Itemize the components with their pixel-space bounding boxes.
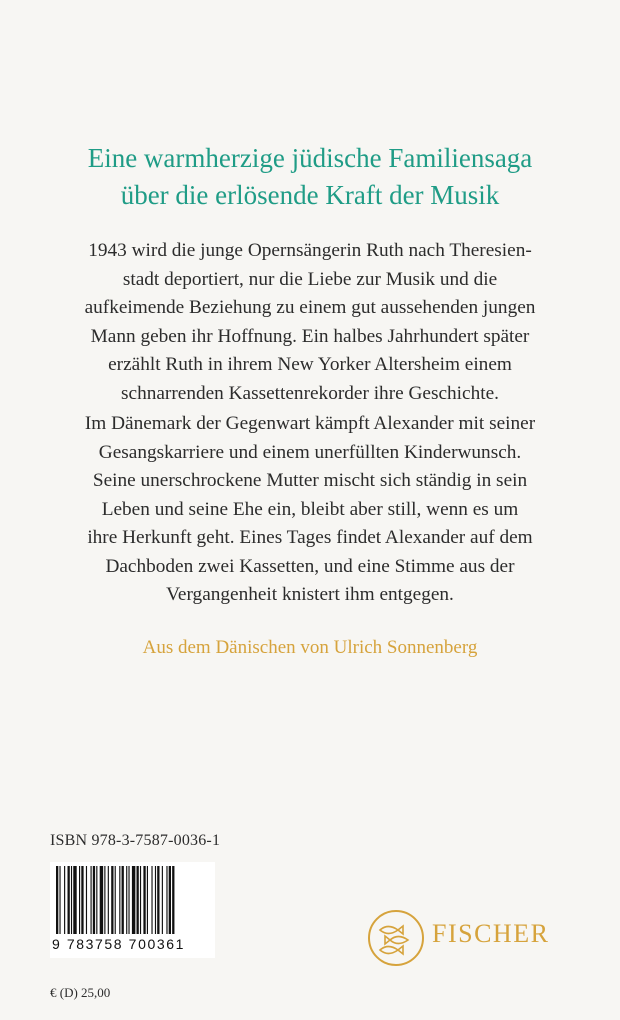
barcode-bar bbox=[104, 866, 105, 934]
barcode-bar bbox=[162, 866, 163, 934]
isbn-text: ISBN 978-3-7587-0036-1 bbox=[50, 832, 221, 849]
blurb-paragraph-2 bbox=[20, 410, 600, 610]
barcode-bar bbox=[71, 866, 72, 934]
barcode-bars bbox=[50, 862, 215, 936]
blurb-line: Leben und seine Ehe ein, bleibt aber still, wenn es um bbox=[101, 498, 519, 520]
barcode-digits: 9 783758 700361 bbox=[52, 936, 185, 952]
barcode-bar bbox=[157, 866, 159, 934]
barcode-bar bbox=[81, 866, 83, 934]
barcode-bar bbox=[100, 866, 103, 934]
barcode-bar bbox=[115, 866, 116, 934]
barcode-bar bbox=[143, 866, 145, 934]
headline-line: über die erlösende Kraft der Musik bbox=[120, 180, 500, 210]
barcode-bar bbox=[111, 866, 113, 934]
barcode-bar bbox=[155, 866, 156, 934]
barcode-bar bbox=[68, 866, 70, 934]
barcode-bar bbox=[147, 866, 148, 934]
barcode-bar bbox=[73, 866, 76, 934]
publisher-name: FISCHER bbox=[432, 919, 550, 948]
barcode-bar bbox=[59, 866, 60, 934]
barcode-bar bbox=[86, 866, 87, 934]
barcode-bar bbox=[64, 866, 65, 934]
blurb-line: erzählt Ruth in ihrem New Yorker Altersheim einem bbox=[108, 354, 512, 375]
blurb-line: ihre Herkunft geht. Eines Tages findet Alexander auf dem bbox=[87, 527, 533, 548]
blurb-paragraph-1 bbox=[20, 237, 600, 408]
barcode-bar bbox=[137, 866, 139, 934]
barcode-bar bbox=[119, 866, 120, 934]
barcode-bar bbox=[151, 866, 152, 934]
blurb-line: aufkeimende Beziehung zu einem gut aussehenden jungen bbox=[84, 297, 536, 318]
blurb-line: 1943 wird die junge Opernsängerin Ruth nach Theresien- bbox=[88, 240, 532, 261]
barcode-bar bbox=[166, 866, 167, 934]
blurb-line: Dachboden zwei Kassetten, und eine Stimme aus der bbox=[105, 555, 515, 577]
blurb-line: Vergangenheit knistert ihm entgegen. bbox=[166, 584, 454, 605]
barcode bbox=[50, 862, 215, 958]
barcode-bar bbox=[128, 866, 129, 934]
headline bbox=[20, 140, 600, 214]
barcode-bar bbox=[108, 866, 109, 934]
barcode-bar bbox=[96, 866, 97, 934]
translator-credit: Aus dem Dänischen von Ulrich Sonnenberg bbox=[142, 637, 478, 658]
blurb-line: schnarrenden Kassettenrekorder ihre Geschichte. bbox=[121, 382, 499, 404]
barcode-bar bbox=[169, 866, 171, 934]
fischer-fish-logo-icon bbox=[366, 908, 426, 968]
barcode-bar bbox=[91, 866, 92, 934]
blurb-line: Mann geben ihr Hoffnung. Ein halbes Jahrhundert später bbox=[90, 325, 530, 347]
barcode-bar bbox=[56, 866, 58, 934]
barcode-bar bbox=[79, 866, 80, 934]
barcode-bar bbox=[126, 866, 127, 934]
price-label: € (D) 25,00 bbox=[50, 985, 111, 1000]
blurb-line: Im Dänemark der Gegenwart kämpft Alexander mit seiner bbox=[84, 413, 536, 434]
barcode-bar bbox=[132, 866, 135, 934]
barcode-bar bbox=[122, 866, 124, 934]
barcode-bar bbox=[93, 866, 95, 934]
blurb-line: Seine unerschrockene Mutter mischt sich ständig in sein bbox=[92, 470, 528, 491]
barcode-bar bbox=[172, 866, 174, 934]
headline-line: Eine warmherzige jüdische Familiensaga bbox=[87, 143, 533, 173]
blurb-line: Gesangskarriere und einem unerfüllten Kinderwunsch. bbox=[98, 441, 522, 463]
barcode-bar bbox=[140, 866, 141, 934]
blurb-line: stadt deportiert, nur die Liebe zur Musik und die bbox=[122, 268, 498, 290]
